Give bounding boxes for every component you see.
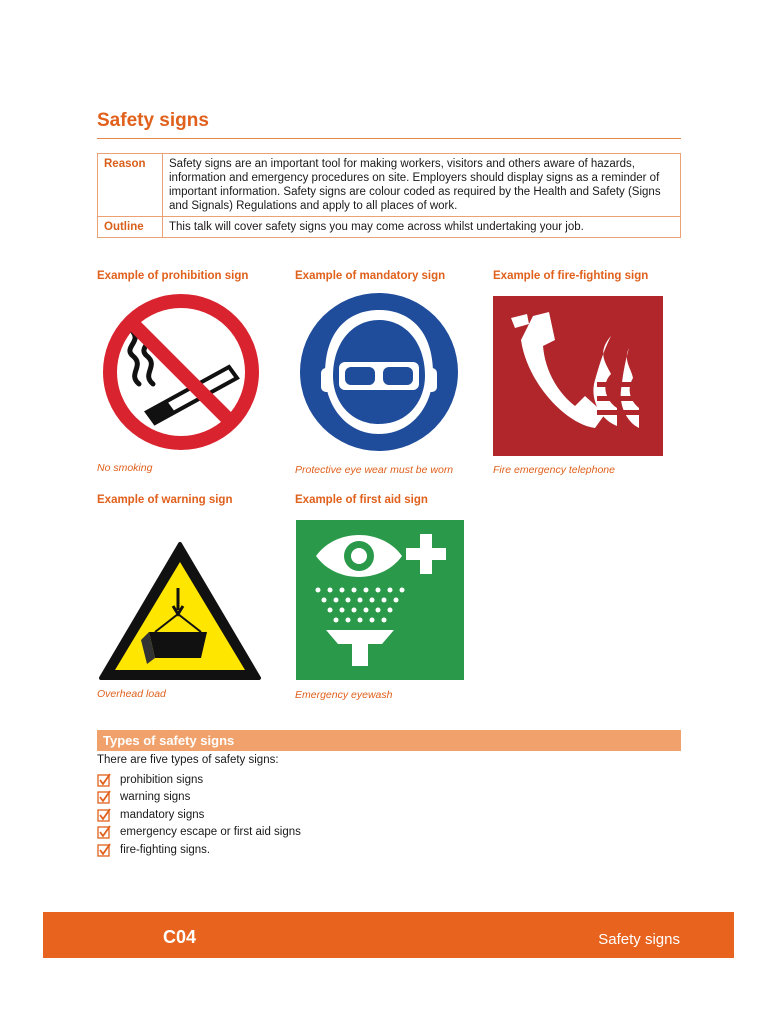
overhead-load-caption: Overhead load (97, 688, 166, 700)
eyewash-sign-icon (296, 520, 464, 680)
footer-title: Safety signs (598, 931, 680, 948)
table-row (98, 154, 681, 217)
row-text-outline: This talk will cover safety signs you may come across whilst undertaking your job. (163, 217, 681, 238)
type-item-label: emergency escape or first aid signs (120, 826, 301, 839)
list-item (97, 789, 301, 807)
info-table (97, 153, 681, 238)
eye-protection-caption: Protective eye wear must be worn (295, 464, 454, 476)
list-item (97, 841, 301, 859)
types-title: Types of safety signs (103, 733, 235, 748)
type-item-label: prohibition signs (120, 773, 204, 786)
mandatory-heading: Example of mandatory sign (295, 270, 446, 282)
title-divider (97, 138, 681, 139)
types-section-header (97, 730, 681, 751)
footer-code: C04 (163, 927, 197, 947)
type-item-label: mandatory signs (120, 808, 205, 821)
eye-protection-sign-icon (295, 292, 463, 452)
warning-heading: Example of warning sign (97, 494, 233, 506)
checkbox-tick-icon (97, 843, 111, 857)
checkbox-tick-icon (97, 790, 111, 804)
list-item (97, 771, 301, 789)
eyewash-caption: Emergency eyewash (295, 689, 393, 701)
page-title: Safety signs (97, 110, 209, 131)
prohibition-heading: Example of prohibition sign (97, 270, 249, 282)
checkbox-tick-icon (97, 825, 111, 839)
type-item-label: fire-fighting signs. (120, 843, 211, 856)
checkbox-tick-icon (97, 808, 111, 822)
types-intro: There are five types of safety signs: (97, 754, 279, 766)
overhead-load-sign-icon (97, 540, 263, 682)
fire-telephone-caption: Fire emergency telephone (493, 464, 615, 476)
first-aid-heading: Example of first aid sign (295, 494, 428, 506)
table-row (98, 217, 681, 238)
no-smoking-caption: No smoking (97, 462, 153, 474)
checkbox-tick-icon (97, 773, 111, 787)
list-item (97, 824, 301, 842)
row-text-reason: Safety signs are an important tool for making workers, visitors and others aware of hazards, information and emergency procedures on site. Employers should display signs as a reminder of important information. Safety signs are colour coded as required by the Health and Safety (Signs and Signals) Regulations and apply to all places of work. (163, 154, 681, 217)
types-list (97, 771, 301, 859)
fire-fighting-heading: Example of fire-fighting sign (493, 270, 649, 282)
footer-bar (43, 912, 734, 958)
no-smoking-sign-icon (97, 292, 265, 452)
list-item (97, 806, 301, 824)
row-label-reason: Reason (98, 154, 163, 217)
fire-telephone-sign-icon (493, 296, 663, 456)
type-item-label: warning signs (120, 791, 191, 804)
row-label-outline: Outline (98, 217, 163, 238)
